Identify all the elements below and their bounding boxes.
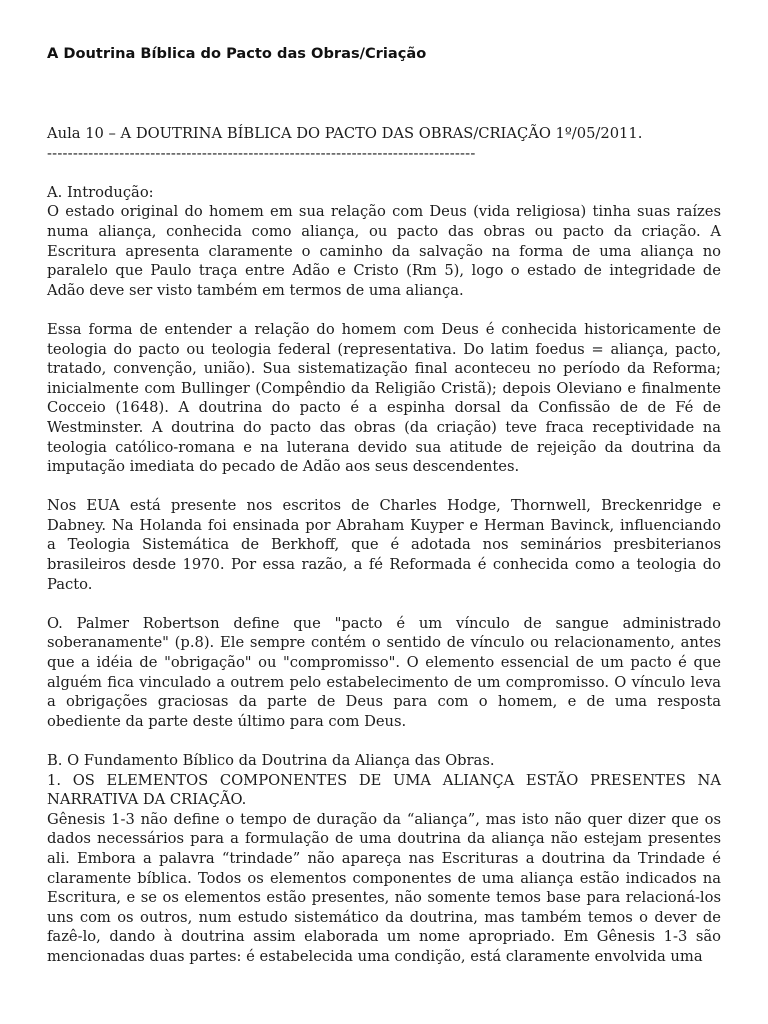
document-title: A Doutrina Bíblica do Pacto das Obras/Criação (47, 45, 427, 62)
lesson-heading: Aula 10 – A DOUTRINA BÍBLICA DO PACTO DAS OBRAS/CRIAÇÃO 1º/05/2011. (47, 125, 643, 142)
spacer (47, 163, 721, 183)
paragraph-federal-theology: Essa forma de entender a relação do homem com Deus é conhecida historicamente de teologia do pacto ou teologia federal (representativa. Do latim foedus = aliança, pacto, tratado, convenção, união). Sua sistematização final aconteceu no período da Reforma; inicialmente com Bullinger (Compêndio da Religião Cristã); depois Oleviano e finalmente Cocceio (1648). A doutrina do pacto é a espinha dorsal da Confissão de de Fé de Westminster. A doutrina do pacto das obras (da criação) teve fraca receptividade na teologia católico-romana e na luterana devido sua atitude de rejeição da doutrina da imputação imediata do pecado de Adão aos seus descendentes. (47, 320, 721, 476)
section-b-heading: B. O Fundamento Bíblico da Doutrina da Aliança das Obras. (47, 752, 495, 769)
separator-line: ----------------------------------------------------------------------------------- (47, 144, 476, 162)
paragraph-reformed-history: Nos EUA está presente nos escritos de Charles Hodge, Thornwell, Breckenridge e Dabney. Na Holanda foi ensinada por Abraham Kuyper e Herman Bavinck, influenciando a Teologia Sistemática de Berkhoff, que é adotada nos seminários presbiterianos brasileiros desde 1970. Por essa razão, a fé Reformada é conhecida como a teologia do Pacto. (47, 497, 721, 593)
paragraph-genesis: Gênesis 1-3 não define o tempo de duração da “aliança”, mas isto não quer dizer que os dados necessários para a formulação de uma doutrina da aliança não estejam presentes ali. Embora a palavra “trindade” não apareça nas Escrituras a doutrina da Trindade é claramente bíblica. Todos os elementos componentes de uma aliança estão indicados na Escritura, e se os elementos estão presentes, não somente temos base para relacioná-los uns com os outros, num estudo sistemático da doutrina, mas também temos o dever de fazê-lo, dando à doutrina assim elaborada um nome apropriado. Em Gênesis 1-3 são mencionadas duas partes: é estabelecida uma condição, está claramente envolvida uma (47, 810, 721, 965)
paragraph-robertson-definition: O. Palmer Robertson define que "pacto é um vínculo de sangue administrado soberanamente" (p.8). Ele sempre contém o sentido de vínculo ou relacionamento, antes que a idéia de "obrigação" ou "compromisso". O elemento essencial de um pacto é que alguém fica vinculado a outrem pelo estabelecimento de um compromisso. O vínculo leva a obrigações graciosas da parte de Deus para com o homem, e de uma resposta obediente da parte deste último para com Deus. (47, 614, 721, 730)
section-a-heading: A. Introdução: (47, 183, 154, 201)
paragraph-introduction: O estado original do homem em sua relação com Deus (vida religiosa) tinha suas raízes numa aliança, conhecida como aliança, ou pacto das obras ou pacto da criação. A Escritura apresenta claramente o caminho da salvação na forma de uma aliança no paralelo que Paulo traça entre Adão e Cristo (Rm 5), logo o estado de integridade de Adão deve ser visto também em termos de uma aliança. (47, 203, 721, 299)
subsection-1-heading: 1. OS ELEMENTOS COMPONENTES DE UMA ALIANÇA ESTÃO PRESENTES NA NARRATIVA DA CRIAÇÃO. (47, 771, 721, 809)
document-body (47, 124, 721, 967)
